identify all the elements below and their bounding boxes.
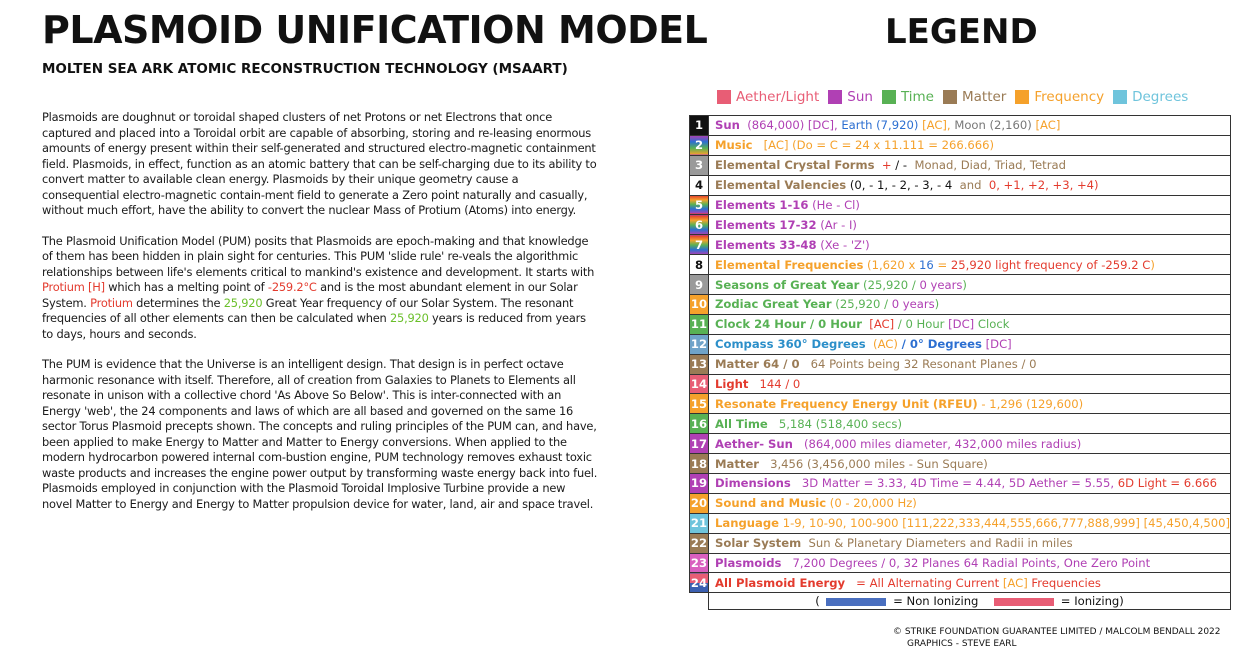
legend-row-text: + bbox=[874, 158, 896, 173]
legend-row-text: (0, - 1, - 2, - 3, - 4 bbox=[846, 178, 956, 193]
legend-row-text: [AC] bbox=[1002, 575, 1028, 590]
legend-row bbox=[690, 454, 1231, 474]
copyright-text: © STRIKE FOUNDATION GUARANTEE LIMITED / MALCOLM BENDALL 2022 bbox=[893, 627, 1221, 637]
legend-row-text: (AC) bbox=[865, 337, 902, 352]
legend-row-text: (1,620 x bbox=[863, 257, 920, 272]
legend-row-number: 16 bbox=[690, 414, 709, 434]
legend-row-text: Compass 360° Degrees bbox=[715, 337, 866, 352]
legend-row-text: Elements 1-16 bbox=[715, 198, 809, 212]
legend-row-description bbox=[709, 354, 1231, 374]
legend-key-label: Time bbox=[900, 89, 934, 105]
legend-row-description bbox=[709, 275, 1231, 295]
legend-row-description bbox=[709, 394, 1231, 414]
legend-row-text: [DC] bbox=[948, 317, 978, 332]
legend-row-description bbox=[709, 434, 1231, 454]
legend-row bbox=[690, 573, 1231, 593]
p2-great-year: 25,920 bbox=[223, 295, 263, 310]
legend-key-item bbox=[1113, 89, 1188, 105]
legend-row-description bbox=[709, 474, 1231, 494]
legend-row-text: Sun bbox=[715, 118, 740, 133]
p2-great-year-2: 25,920 bbox=[389, 311, 429, 325]
legend-row bbox=[690, 255, 1231, 275]
legend-row-description bbox=[709, 255, 1231, 275]
legend-row bbox=[690, 116, 1231, 136]
legend-row-description bbox=[709, 155, 1231, 175]
legend-row-text: ) bbox=[1150, 257, 1155, 272]
legend-row-text: ) bbox=[962, 277, 967, 292]
legend-row-text: Elements 33-48 bbox=[715, 237, 817, 252]
legend-row-description bbox=[709, 454, 1231, 474]
legend-row-description bbox=[709, 573, 1231, 593]
legend-row-text: Moon (2,160) bbox=[954, 118, 1036, 133]
legend-row-text: Seasons of Great Year bbox=[715, 277, 860, 292]
legend-row-text: (He - Cl) bbox=[808, 198, 860, 212]
legend-row-number: 2 bbox=[690, 135, 709, 155]
legend-row-text: / - bbox=[895, 158, 911, 173]
legend-row-text: 0 years bbox=[891, 297, 935, 312]
legend-row-text: and bbox=[955, 178, 989, 193]
legend-row-number: 20 bbox=[690, 493, 709, 513]
legend-row bbox=[690, 135, 1231, 155]
legend-row-text: [AC] (Do = C = 24 x 11.111 = 266.666) bbox=[752, 138, 995, 153]
legend-row-text: Monad, Diad, Triad, Tetrad bbox=[910, 158, 1066, 173]
graphics-credit: GRAPHICS - STEVE EARL bbox=[907, 639, 1017, 649]
legend-row bbox=[690, 195, 1231, 215]
legend-row-text: Elemental Crystal Forms bbox=[715, 158, 875, 173]
legend-key-item bbox=[882, 89, 934, 105]
legend-row bbox=[690, 354, 1231, 374]
legend-key-label: Frequency bbox=[1034, 89, 1105, 105]
legend-key-swatch bbox=[882, 90, 896, 104]
legend-row-text: 25,920 light frequency of -259.2 C bbox=[950, 257, 1151, 272]
legend-row-number: 7 bbox=[690, 235, 709, 255]
legend-row-text: 6D Light = 6.666 bbox=[1117, 476, 1217, 491]
legend-row-number: 19 bbox=[690, 474, 709, 494]
legend-row-text: Solar System bbox=[715, 536, 802, 551]
legend-row-text: (864,000 miles diameter, 432,000 miles radius) bbox=[792, 436, 1082, 451]
legend-row-text: Sound and Music bbox=[715, 496, 827, 511]
legend-row-text: ) bbox=[934, 297, 940, 312]
legend-row-description bbox=[709, 195, 1231, 215]
legend-row-text: 3,456 (3,456,000 miles - Sun Square) bbox=[759, 456, 988, 471]
legend-row-text: (Xe - 'Z') bbox=[816, 237, 870, 252]
legend-row-text: 1-9, 10-90, 100-900 [111,222,333,444,555,666,777,888,999] [45,450,4,500] bbox=[779, 516, 1231, 531]
legend-row-text: Clock 24 Hour / 0 Hour bbox=[715, 317, 862, 332]
legend-row bbox=[690, 334, 1231, 354]
legend-row-text: 16 bbox=[919, 257, 934, 272]
legend-row-text: [AC], bbox=[922, 118, 955, 133]
legend-row-description bbox=[709, 414, 1231, 434]
legend-row-number: 17 bbox=[690, 434, 709, 454]
p2-text-c: which has a melting point of bbox=[104, 280, 268, 294]
legend-row-text: 7,200 Degrees / 0, 32 Planes 64 Radial Points, One Zero Point bbox=[781, 556, 1151, 571]
legend-row-description bbox=[709, 314, 1231, 334]
legend-row bbox=[690, 295, 1231, 315]
legend-row-number: 18 bbox=[690, 454, 709, 474]
legend-row bbox=[690, 474, 1231, 494]
legend-key-swatch bbox=[717, 90, 731, 104]
legend-row bbox=[690, 414, 1231, 434]
legend-key-label: Matter bbox=[961, 89, 1007, 105]
legend-row-number: 3 bbox=[690, 155, 709, 175]
legend-row-number: 4 bbox=[690, 175, 709, 195]
legend-row bbox=[690, 314, 1231, 334]
legend-key-label: Sun bbox=[847, 89, 873, 105]
legend-row-text: Elemental Frequencies bbox=[715, 257, 864, 272]
p2-text-i: Great Year frequency of our Solar System. The resonant frequencies of all other elements can then be calculated when bbox=[42, 295, 574, 325]
legend-row-number: 14 bbox=[690, 374, 709, 394]
paragraph-design: The PUM is evidence that the Universe is an intelligent design. That design is in perfect octave harmonic resonance with itself. Therefore, all of creation from Galaxies to Planets to Elements all resonate in unison with a collective chord 'As Above So Below'. This is inter-connected with an Energy 'web', the 24 components and laws of which are all based and governed on the same 16 sector Torus Plasmoid precepts shown. The concepts and ruling principles of the PUM can, and have, been applied to make Energy to Matter and Matter to Energy conversions. When applied to the modern hydrocarbon powered internal com-bustion engine, PUM technology removes exhaust toxic waste products and increases the engine power output by transforming waste energy back into fuel. Plasmoids employed in conjunction with the Plasmoid Toroidal Implosive Turbine provide a new novel Matter to Energy and Energy to Matter propulsion device for water, land, air and space travel. bbox=[42, 357, 598, 511]
legend-row bbox=[690, 513, 1231, 533]
legend-row-description bbox=[709, 175, 1231, 195]
legend-row-description bbox=[709, 553, 1231, 573]
legend-row-text: (25,920 / bbox=[831, 297, 892, 312]
paragraph-intro: Plasmoids are doughnut or toroidal shaped clusters of net Protons or net Electrons that once captured and placed into a Toroidal orbit are capable of absorbing, storing and re-leasing enormous amounts of energy present within their self-generated and structured electro-magnetic containment field. Plasmoids, in effect, function as an atomic battery that can be self-charging due to its ability to convert matter to available clean energy. Plasmoids by their unique geometry cause a consequential electro-magnetic contain-ment field to generate a Zero point naturally and casually, without much effort, have the ability to convert the nuclear Mass of Protium (Atoms) into energy. bbox=[42, 110, 597, 217]
legend-footer-row bbox=[690, 593, 1231, 610]
legend-key-swatch bbox=[1113, 90, 1127, 104]
legend-row-text: Elemental Valencies bbox=[715, 178, 847, 193]
legend-row-text: / 0° Degrees bbox=[901, 337, 982, 352]
p2-text-g: determines the bbox=[132, 295, 224, 310]
legend-row-number: 5 bbox=[690, 195, 709, 215]
legend-row-text: Zodiac Great Year bbox=[715, 297, 832, 312]
legend-row-text: Earth (7,920) bbox=[841, 118, 923, 133]
legend-row-description bbox=[709, 135, 1231, 155]
legend-row-text: / 0 Hour bbox=[897, 317, 949, 332]
legend-row-text: Language bbox=[715, 516, 780, 531]
p2-text-a: The Plasmoid Unification Model (PUM) posits that Plasmoids are epoch-making and that knowledge of them has been hidden in plain sight for centuries. This PUM 'slide rule' re-veals the algorithmic relationships between life's elements critical to mankind's existence and development. It starts with bbox=[42, 233, 595, 279]
page-title: PLASMOID UNIFICATION MODEL bbox=[42, 8, 708, 52]
legend-row-text: (0 - 20,000 Hz) bbox=[826, 496, 917, 511]
legend-row-number: 23 bbox=[690, 553, 709, 573]
legend-color-key bbox=[717, 89, 1188, 105]
legend-row-text: Elements 17-32 bbox=[715, 217, 817, 232]
legend-key-label: Degrees bbox=[1132, 89, 1189, 105]
legend-row-text: Music bbox=[715, 138, 753, 153]
legend-row-text: Resonate Frequency Energy Unit (RFEU) bbox=[715, 396, 978, 411]
legend-row-number: 15 bbox=[690, 394, 709, 414]
legend-row-text: Clock bbox=[977, 317, 1010, 332]
legend-row bbox=[690, 275, 1231, 295]
legend-row-text: 0 years bbox=[919, 277, 963, 292]
footer-open-paren: ( bbox=[815, 594, 820, 609]
legend-row-number: 1 bbox=[690, 116, 709, 136]
legend-row bbox=[690, 155, 1231, 175]
legend-row bbox=[690, 553, 1231, 573]
legend-row-number: 22 bbox=[690, 533, 709, 553]
legend-row-description bbox=[709, 533, 1231, 553]
legend-row-text: All Time bbox=[715, 416, 768, 431]
legend-key-item bbox=[943, 89, 1006, 105]
legend-row-number: 9 bbox=[690, 275, 709, 295]
legend-row-description bbox=[709, 493, 1231, 513]
legend-row-description bbox=[709, 295, 1231, 315]
legend-row-text: Dimensions bbox=[715, 476, 791, 491]
p2-text-e: and is the most abundant element in our Solar System. bbox=[42, 280, 578, 310]
legend-row-text: Aether- Sun bbox=[715, 436, 793, 451]
legend-row-number: 11 bbox=[690, 314, 709, 334]
legend-row-number: 8 bbox=[690, 255, 709, 275]
legend-row-number: 13 bbox=[690, 354, 709, 374]
legend-row-text: (25,920 / bbox=[859, 277, 920, 292]
legend-key-item bbox=[1015, 89, 1104, 105]
legend-row-text: Matter 64 / 0 bbox=[715, 357, 800, 372]
legend-row-text: 0, +1, +2, +3, +4) bbox=[988, 178, 1099, 193]
legend-key-item bbox=[717, 89, 819, 105]
page-subtitle: MOLTEN SEA ARK ATOMIC RECONSTRUCTION TECHNOLOGY (MSAART) bbox=[42, 61, 568, 77]
legend-row-number: 10 bbox=[690, 295, 709, 315]
legend-row-text: Matter bbox=[715, 456, 760, 471]
non-ionizing-swatch bbox=[826, 598, 886, 606]
legend-row-text: 144 / 0 bbox=[748, 377, 801, 392]
legend-row-text: [AC] bbox=[1035, 118, 1061, 133]
legend-row-text: = bbox=[933, 257, 951, 272]
legend-row-text: 64 Points being 32 Resonant Planes / 0 bbox=[799, 357, 1037, 372]
legend-row bbox=[690, 434, 1231, 454]
legend-title: LEGEND bbox=[885, 12, 1038, 52]
legend-row-text: Sun & Planetary Diameters and Radii in miles bbox=[801, 536, 1073, 551]
legend-row-description bbox=[709, 215, 1231, 235]
legend-row-text: (864,000) [DC], bbox=[739, 118, 842, 133]
legend-row-description bbox=[709, 116, 1231, 136]
legend-row-description bbox=[709, 513, 1231, 533]
legend-row-text: 3D Matter = 3.33, 4D Time = 4.44, 5D Aether = 5.55, bbox=[790, 476, 1118, 491]
legend-row bbox=[690, 235, 1231, 255]
p2-melting-point: -259.2°C bbox=[267, 280, 317, 294]
p2-protium: Protium bbox=[90, 295, 133, 310]
legend-row bbox=[690, 533, 1231, 553]
legend-row-text: = All Alternating Current bbox=[845, 575, 1003, 590]
legend-row-text: Plasmoids bbox=[715, 556, 782, 571]
legend-row-text: [AC] bbox=[861, 317, 898, 332]
legend-key-label: Aether/Light bbox=[736, 89, 820, 105]
legend-row-text: [DC] bbox=[981, 337, 1012, 352]
legend-row-number: 24 bbox=[690, 573, 709, 593]
ionizing-label: = Ionizing) bbox=[1060, 594, 1124, 609]
legend-row bbox=[690, 215, 1231, 235]
legend-table bbox=[689, 115, 1231, 610]
legend-row-description bbox=[709, 374, 1231, 394]
legend-row-description bbox=[709, 235, 1231, 255]
legend-row bbox=[690, 493, 1231, 513]
legend-row-text: Frequencies bbox=[1027, 575, 1101, 590]
legend-row-text: All Plasmoid Energy bbox=[715, 575, 846, 590]
legend-row-description bbox=[709, 334, 1231, 354]
paragraph-pum bbox=[42, 234, 598, 343]
legend-row bbox=[690, 394, 1231, 414]
legend-key-swatch bbox=[828, 90, 842, 104]
legend-row-text: - 1,296 (129,600) bbox=[977, 396, 1084, 411]
body-text bbox=[42, 110, 598, 527]
legend-row-text: 5,184 (518,400 secs) bbox=[767, 416, 902, 431]
legend-row-number: 12 bbox=[690, 334, 709, 354]
legend-key-swatch bbox=[1015, 90, 1029, 104]
credits bbox=[893, 626, 1221, 650]
p2-text-k: years is reduced from years to days, hours and seconds. bbox=[42, 311, 586, 341]
legend-row-number: 6 bbox=[690, 215, 709, 235]
legend-key-item bbox=[828, 89, 873, 105]
legend-row bbox=[690, 374, 1231, 394]
p2-protium-h: Protium [H] bbox=[42, 280, 105, 294]
legend-key-swatch bbox=[943, 90, 957, 104]
legend-row bbox=[690, 175, 1231, 195]
legend-row-number: 21 bbox=[690, 513, 709, 533]
ionizing-swatch bbox=[994, 598, 1054, 606]
non-ionizing-label: = Non Ionizing bbox=[893, 594, 979, 609]
legend-row-text: (Ar - I) bbox=[816, 217, 857, 232]
legend-row-text: Light bbox=[715, 377, 749, 392]
